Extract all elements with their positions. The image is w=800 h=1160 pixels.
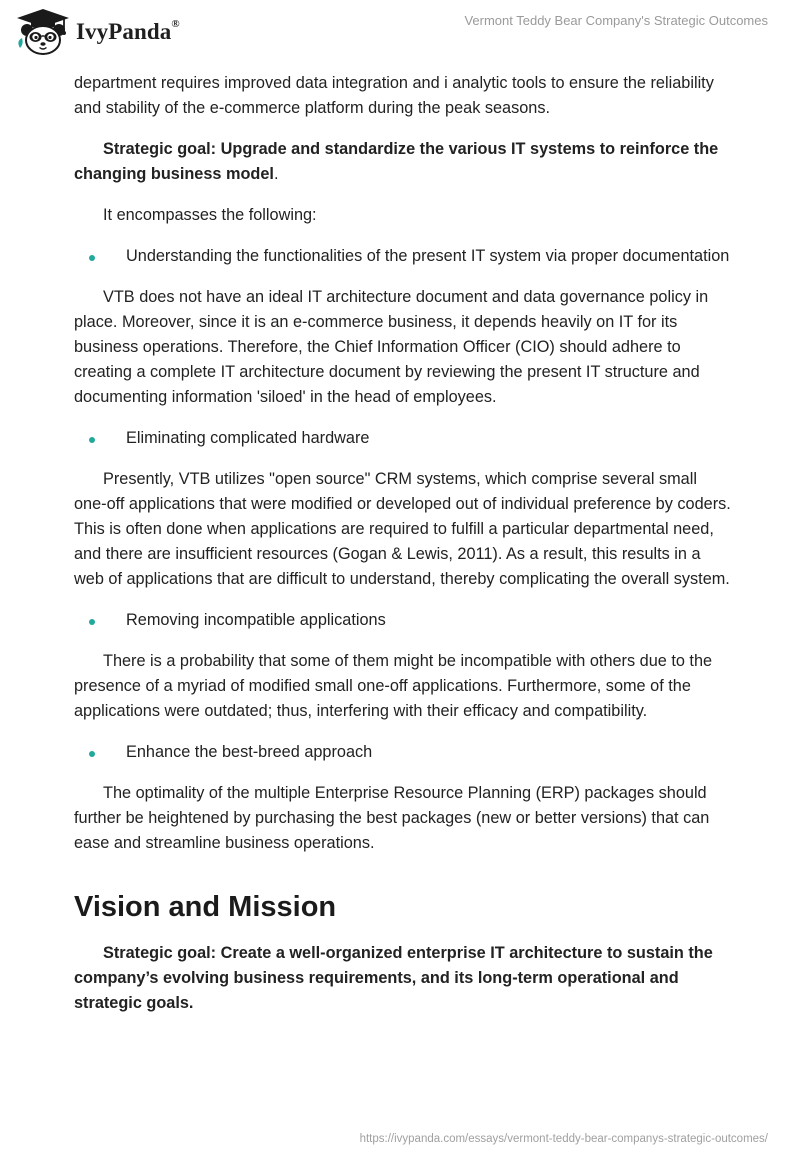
panda-graduate-icon — [14, 8, 72, 56]
bullet-icon — [89, 255, 95, 261]
section-heading: Vision and Mission — [74, 891, 337, 923]
paragraph-crm: Presently, VTB utilizes "open source" CRM systems, which comprise several small one-off applications that were modified or developed out of individual preference by coders. This is often done when applications are required to fulfill a particular departmental need, and there are insufficient resources (Gogan & Lewis, 2011). As a result, this results in a web of applications that are difficult to understand, thereby complicating the overall system. — [74, 470, 731, 588]
paragraph-intro: department requires improved data integration and i analytic tools to ensure the reliability and stability of the e-commerce platform during the peak seasons. — [74, 74, 714, 117]
page-header — [0, 0, 800, 60]
paragraph-encompasses: It encompasses the following: — [103, 206, 317, 224]
strategic-goal-vision: Strategic goal: Create a well-organized enterprise IT architecture to sustain the company’s evolving business requirements, and its long-term operational and strategic goals. — [74, 944, 713, 1012]
ivypanda-logo[interactable] — [14, 8, 180, 56]
paragraph-erp: The optimality of the multiple Enterprise Resource Planning (ERP) packages should further be heightened by purchasing the best packages (new or better versions) that can ease and streamline business operations. — [74, 784, 710, 852]
logo-wordmark — [76, 19, 180, 45]
list-item — [74, 426, 734, 451]
registered-mark: ® — [171, 18, 180, 31]
paragraph-vtb-architecture: VTB does not have an ideal IT architecture document and data governance policy in place. Moreover, since it is an e-commerce business, it depends heavily on IT for its business operations. Therefore, the Chief Information Officer (CIO) should adhere to creating a complete IT architecture document by reviewing the present IT structure and documenting information 'siloed' in the head of employees. — [74, 288, 709, 406]
list-item-text: Understanding the functionalities of the present IT system via proper documentation — [126, 247, 730, 265]
strategic-goal-period: . — [273, 165, 279, 183]
list-item-text: Enhance the best-breed approach — [126, 743, 373, 761]
list-item-text: Eliminating complicated hardware — [126, 429, 370, 447]
document-body — [74, 71, 734, 1032]
logo-text: IvyPanda — [76, 19, 172, 44]
source-url[interactable]: https://ivypanda.com/essays/vermont-teddy-bear-companys-strategic-outcomes/ — [359, 1133, 768, 1145]
running-title: Vermont Teddy Bear Company's Strategic Outcomes — [464, 13, 768, 28]
strategic-goal-text: Strategic goal: Upgrade and standardize the various IT systems to reinforce the changing business model — [74, 140, 719, 183]
bullet-icon — [89, 619, 95, 625]
bullet-icon — [89, 437, 95, 443]
list-item — [74, 608, 734, 633]
list-item — [74, 740, 734, 765]
strategic-goal-paragraph — [74, 137, 734, 187]
paragraph-incompatible: There is a probability that some of them might be incompatible with others due to the presence of a myriad of modified small one-off applications. Furthermore, some of the applications were outdated; thus, interfering with their efficacy and compatibility. — [74, 652, 713, 720]
list-item — [74, 244, 734, 269]
list-item-text: Removing incompatible applications — [126, 611, 386, 629]
bullet-icon — [89, 751, 95, 757]
